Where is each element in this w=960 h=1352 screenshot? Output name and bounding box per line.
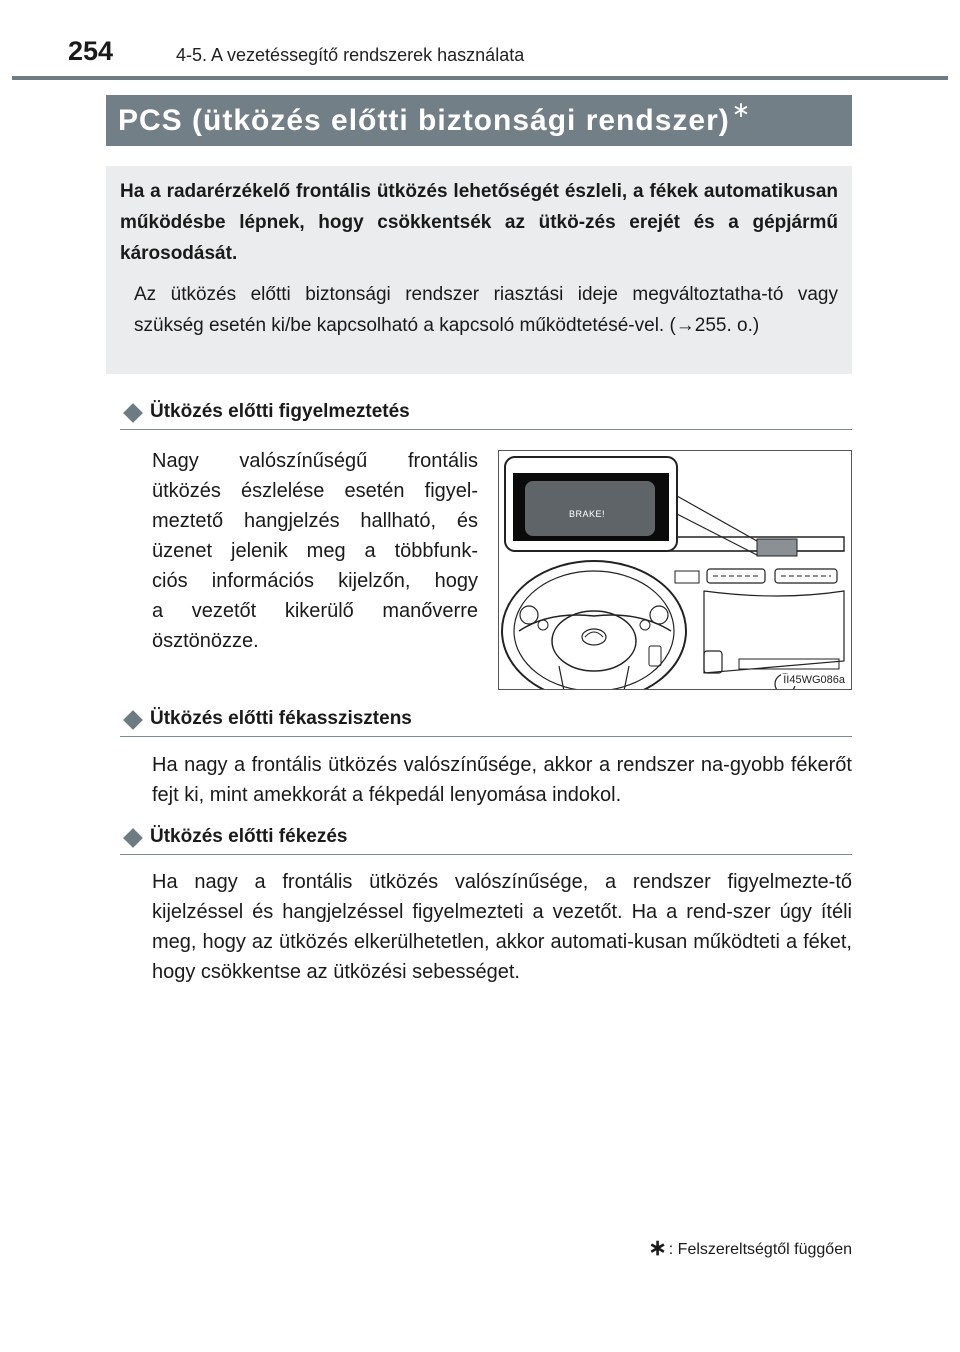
running-header: 4-5. A vezetéssegítő rendszerek használata [176,45,525,65]
section-heading-text: Ütközés előtti fékasszisztens [150,708,412,729]
section-body-pre-braking: Ha nagy a frontális ütközés valószínűsége, a rendszer figyelmezte-tő kijelzéssel és hangjelzéssel figyelmezteti a vezetőt. Ha a rend-szer úgy ítéli meg, hogy az ütközés elkerülhetetlen, akkor automati-kusan működteti a féket, hogy csökkentse az ütközési sebességet. [152,871,852,983]
footnote [648,1235,852,1261]
text-line: ösztönözze. [152,630,259,652]
section-body-warning [152,446,478,656]
figure-code: II45WG086a [783,674,845,686]
footnote-text: : Felszereltségtől függően [668,1241,852,1258]
summary-bold-text: Ha a radarérzékelő frontális ütközés lehetőségét észleli, a fékek automatikusan működésbe lépnek, hogy csökkentsék az ütkö-zés erejét és a gépjármű károsodását. [120,181,838,264]
header-rule [12,76,948,80]
summary-box [106,166,852,374]
section-heading-warning [120,401,852,430]
summary-note-text: Az ütközés előtti biztonsági rendszer riasztási ideje megváltoztatha-tó vagy szükség esetén ki/be kapcsolható a kapcsoló működtetésé-vel. (→255. o.) [134,284,838,336]
title-footnote-mark: ∗ [731,96,751,122]
text-line: a vezetőt kikerülő manőverre [152,600,478,622]
dashboard-drawing [499,451,852,690]
section-heading-text: Ütközés előtti figyelmeztetés [150,401,410,422]
section-heading-brake-assist [120,708,852,737]
diamond-bullet-icon [123,403,143,423]
text-line: Nagy valószínűségű frontális [152,450,478,472]
section-heading-pre-braking [120,826,852,855]
page-title: PCS (ütközés előtti biztonsági rendszer) [118,103,730,137]
footnote-star-icon: ∗ [648,1235,667,1260]
diamond-bullet-icon [123,710,143,730]
section-body-brake-assist: Ha nagy a frontális ütközés valószínűsége, akkor a rendszer na-gyobb fékerőt fejt ki, mint amekkorát a fékpedál lenyomása indokol. [152,754,852,806]
text-line: üzenet jelenik meg a többfunk- [152,540,478,562]
page-number: 254 [68,36,114,66]
text-line: ütközés észlelése esetén figyel- [152,480,478,502]
text-line: meztető hangjelzés hallható, és [152,510,478,532]
text-line: ciós információs kijelzőn, hogy [152,570,478,592]
section-heading-text: Ütközés előtti fékezés [150,826,348,847]
diamond-bullet-icon [123,828,143,848]
section-title-bar [106,95,852,146]
dashboard-illustration [498,450,852,690]
display-message: BRAKE! [569,509,606,519]
